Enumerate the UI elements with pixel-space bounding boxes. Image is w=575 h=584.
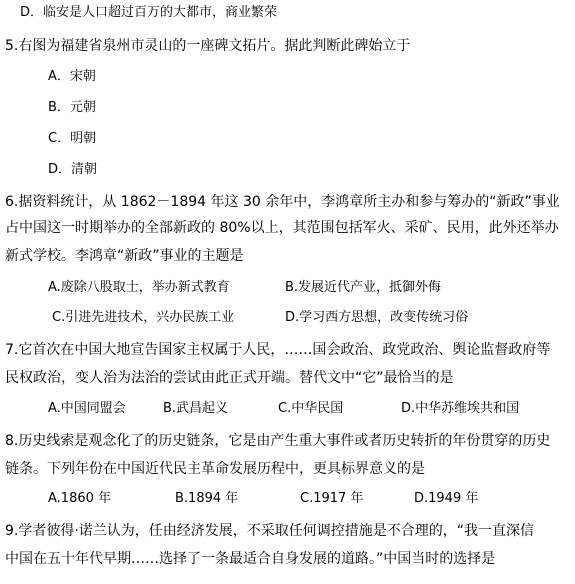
q6-option-a: A.废除八股取士，举办新式教育 (48, 280, 230, 295)
q9-stem-line-1: 9.学者彼得·诺兰认为，任由经济发展，不采取任何调控措施是不合理的，“我一直深信 (5, 523, 535, 539)
q5-option-c: C．明朝 (48, 131, 97, 146)
q8-stem-line-1: 8.历史线索是观念化了的历史链条，它是由产生重大事件或者历史转折的年份贯穿的历史 (5, 433, 551, 449)
q5-option-b: B．元朝 (48, 100, 96, 115)
q4-option-d: D．临安是人口超过百万的大都市，商业繁荣 (20, 5, 278, 20)
q7-stem-line-1: 7.它首次在中国大地宣告国家主权属于人民，……国会政治、政党政治、舆论监督政府等 (5, 342, 551, 358)
q8-option-c: C.1917 年 (300, 491, 364, 506)
q6-stem-line-2: 占中国这一时期举办的全部新政的 80%以上，其范围包括军火、采矿、民用，此外还举办 (5, 220, 559, 236)
q6-stem-line-3: 新式学校。李鸿章“新政”事业的主题是 (5, 248, 244, 264)
q7-stem-line-2: 民权政治，变人治为法治的尝试由此正式开端。替代文中“它”最恰当的是 (5, 370, 454, 386)
q8-option-d: D.1949 年 (414, 491, 479, 506)
q9-stem-line-2: 中国在五十年代早期……选择了一条最适合自身发展的道路。”中国当时的选择是 (5, 551, 496, 567)
q6-option-d: D.学习西方思想，改变传统习俗 (285, 310, 469, 325)
q6-stem-line-1: 6.据资料统计，从 1862－1894 年这 30 余年中，李鸿章所主办和参与筹办的“新政”事业 (5, 194, 560, 210)
q5-stem: 5.右图为福建省泉州市灵山的一座碑文拓片。据此判断此碑始立于 (5, 38, 411, 54)
q5-option-d: D．清朝 (48, 162, 98, 177)
q6-option-b: B.发展近代产业，抵御外侮 (285, 280, 442, 295)
q7-option-a: A.中国同盟会 (48, 401, 126, 416)
q8-option-a: A.1860 年 (48, 491, 112, 506)
q8-stem-line-2: 链条。下列年份在中国近代民主革命发展历程中，更具标界意义的是 (5, 461, 425, 477)
q7-option-b: B.武昌起义 (163, 401, 229, 416)
q6-option-c: C.引进先进技术，兴办民族工业 (52, 310, 235, 325)
q8-option-b: B.1894 年 (175, 491, 239, 506)
q7-option-c: C.中华民国 (278, 401, 344, 416)
q5-option-a: A．宋朝 (48, 69, 96, 84)
q7-option-d: D.中华苏维埃共和国 (401, 401, 520, 416)
